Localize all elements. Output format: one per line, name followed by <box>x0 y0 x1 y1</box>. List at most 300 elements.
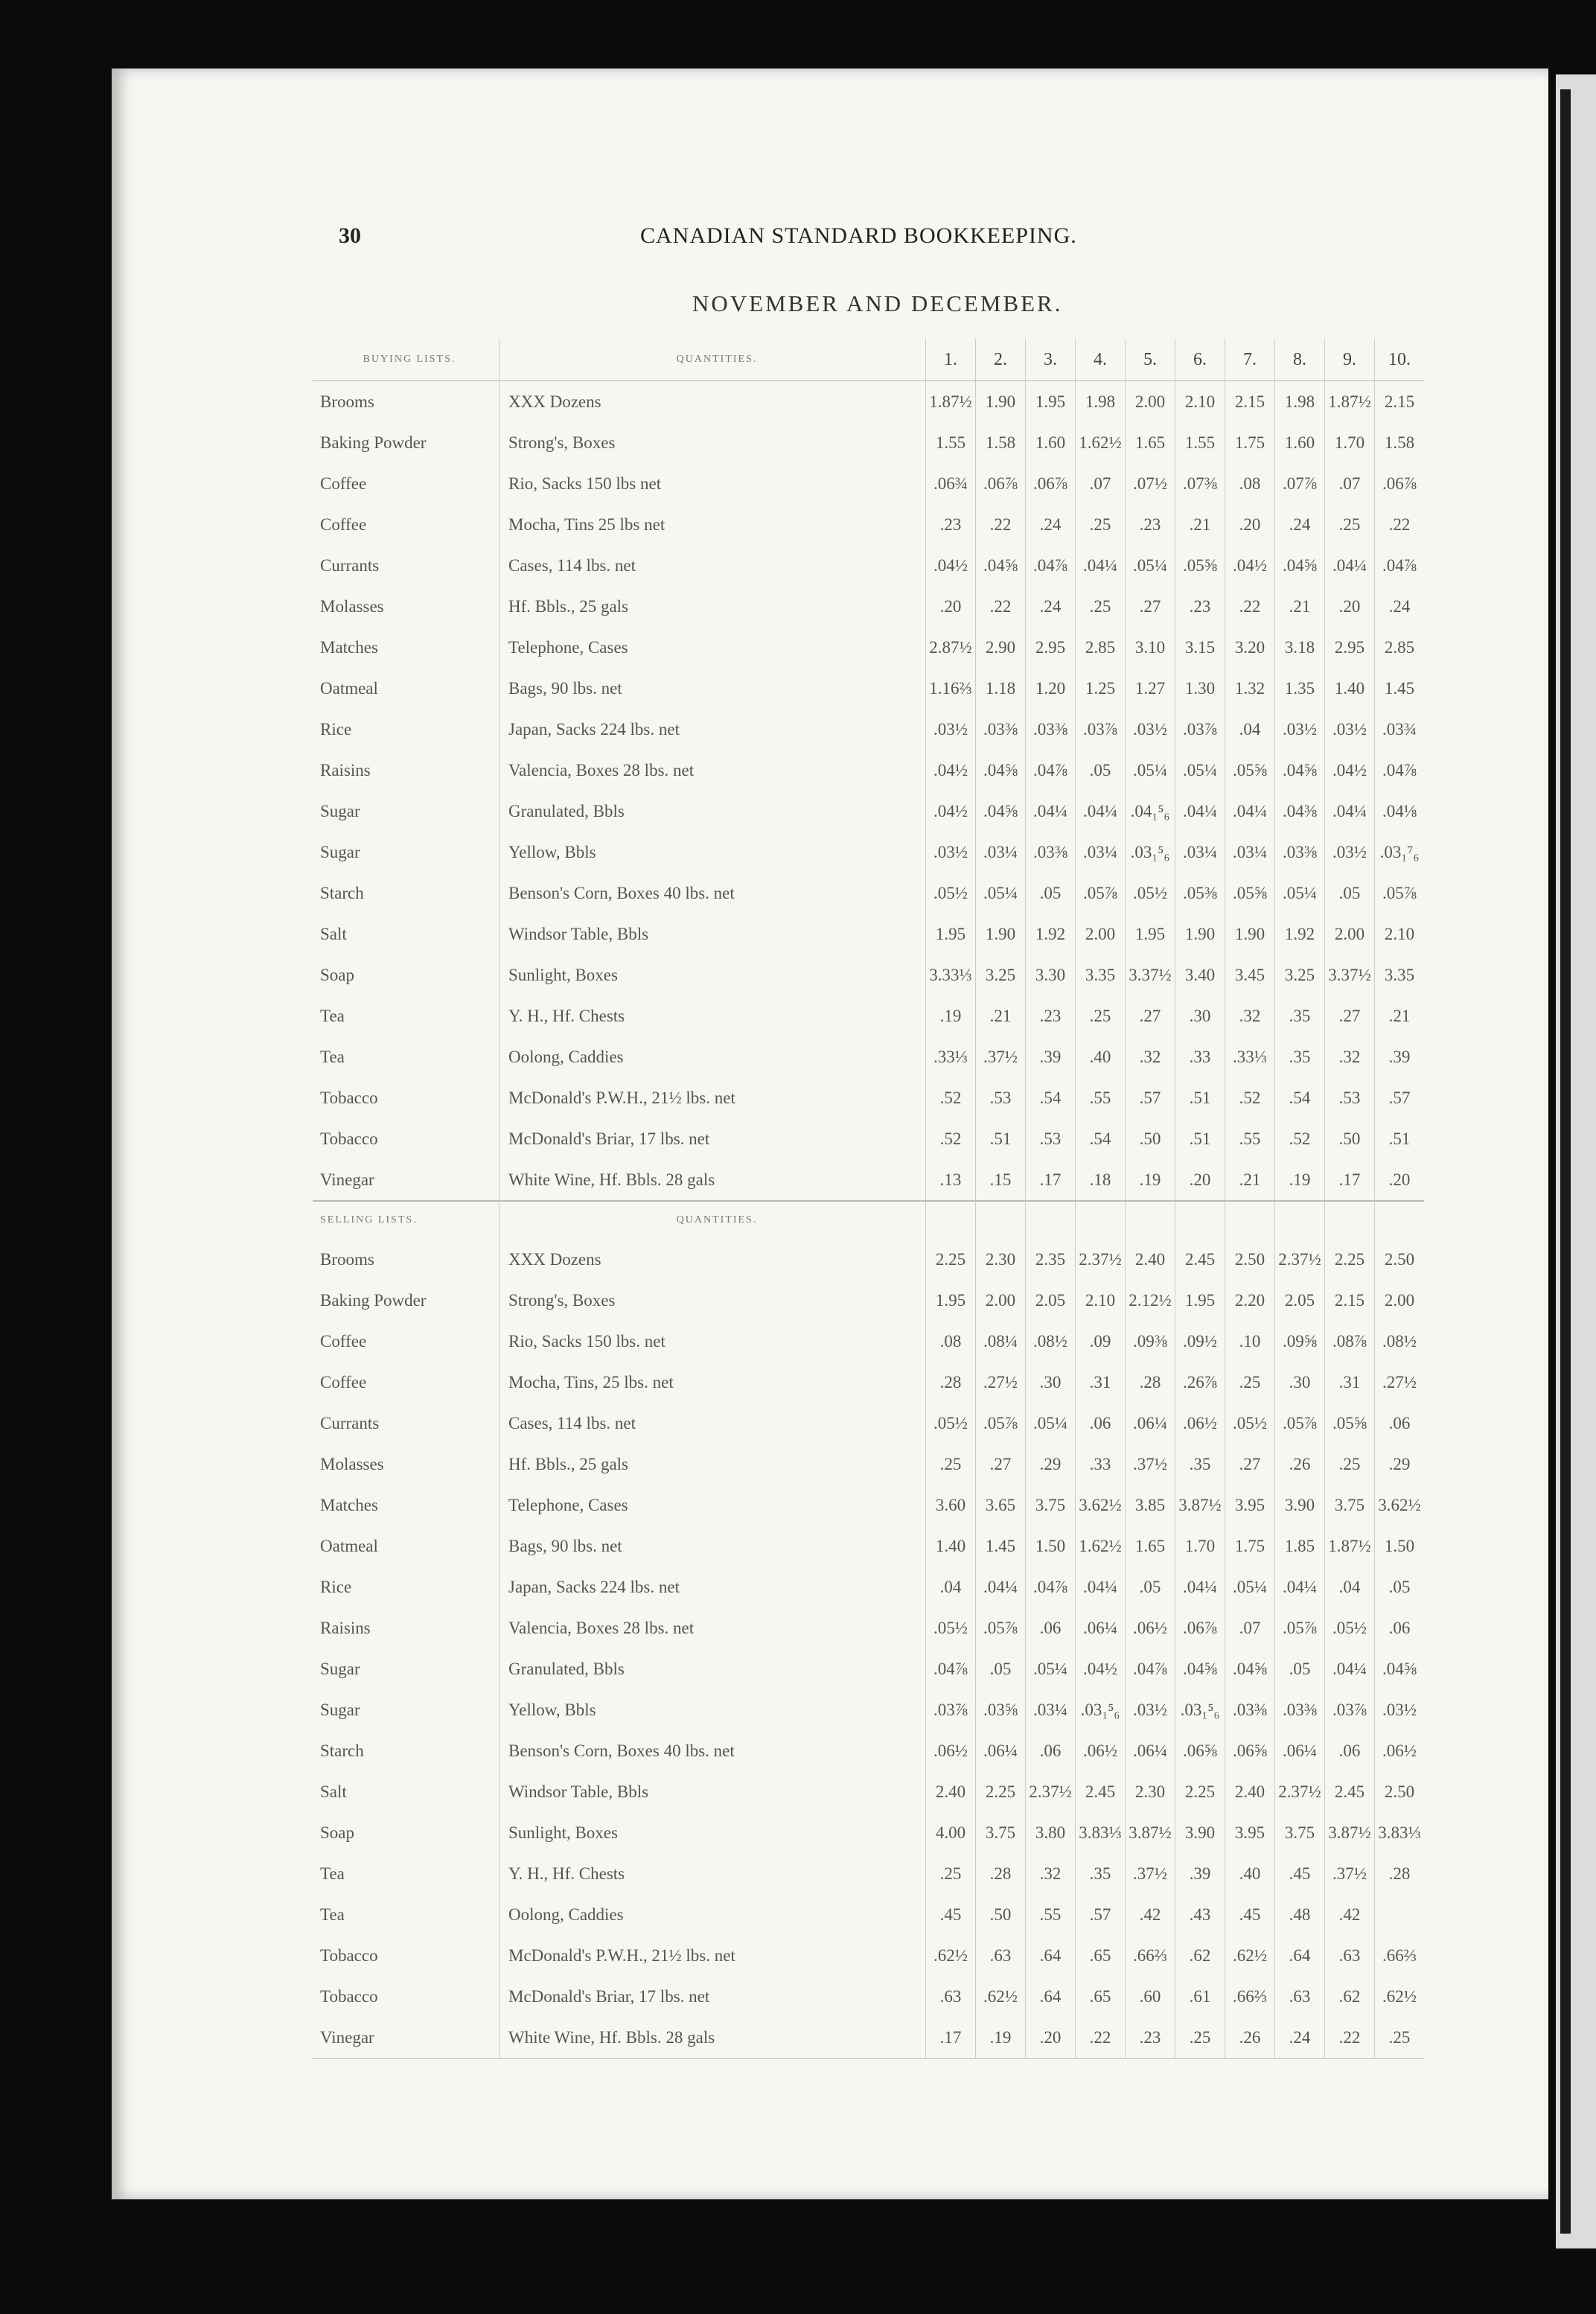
price-cell: .04¼ <box>1175 791 1225 832</box>
col-heading: 1. <box>926 339 976 381</box>
price-cell: 3.35 <box>1076 954 1126 995</box>
price-cell: 2.37½ <box>1076 1239 1126 1280</box>
price-cell: .05¼ <box>976 873 1026 914</box>
price-cell: .55 <box>1225 1118 1275 1159</box>
price-cell: .09½ <box>1175 1321 1225 1362</box>
price-cell: 1.85 <box>1275 1526 1325 1566</box>
price-cell: .03⅜ <box>1275 1689 1325 1730</box>
selling-header-row <box>313 1201 1424 1239</box>
price-cell: 3.25 <box>1275 954 1325 995</box>
price-cell: .03½ <box>1126 709 1175 750</box>
price-cell: .03½ <box>1275 709 1325 750</box>
price-cell: .64 <box>1026 1935 1076 1976</box>
price-cell: 3.37½ <box>1325 954 1375 995</box>
selling-row <box>313 1239 1424 1280</box>
price-cell: .63 <box>926 1976 976 2017</box>
price-cell: .25 <box>1325 504 1375 545</box>
price-cell: .05½ <box>1325 1607 1375 1648</box>
quantity-description: Rio, Sacks 150 lbs. net <box>499 1321 926 1362</box>
buying-row <box>313 668 1424 709</box>
quantity-description: Windsor Table, Bbls <box>499 1771 926 1812</box>
price-cell: 4.00 <box>926 1812 976 1853</box>
price-cell: .03⅜ <box>1026 832 1076 873</box>
price-cell: .51 <box>1175 1118 1225 1159</box>
selling-row <box>313 1976 1424 2017</box>
item-name: Vinegar <box>313 1159 499 1201</box>
price-cell: .05⅝ <box>1225 873 1275 914</box>
price-cell: .06½ <box>1076 1730 1126 1771</box>
quantity-description: McDonald's P.W.H., 21½ lbs. net <box>499 1077 926 1118</box>
price-cell: .22 <box>976 504 1026 545</box>
price-cell: .03½ <box>1325 832 1375 873</box>
selling-row <box>313 1566 1424 1607</box>
price-cell: .08½ <box>1026 1321 1076 1362</box>
price-cell: .04¼ <box>1225 791 1275 832</box>
price-cell: 1.58 <box>1375 422 1425 463</box>
price-cell: .04⅜ <box>1275 791 1325 832</box>
item-name: Vinegar <box>313 2017 499 2059</box>
price-cell: .23 <box>1026 995 1076 1036</box>
selling-row <box>313 1730 1424 1771</box>
buying-list-body <box>313 381 1424 1202</box>
price-cell: .04½ <box>1225 545 1275 586</box>
price-cell: 3.40 <box>1175 954 1225 995</box>
price-cell: .24 <box>1275 2017 1325 2059</box>
price-cell: .06 <box>1375 1607 1425 1648</box>
price-cell: .06½ <box>1375 1730 1425 1771</box>
price-cell: 1.87½ <box>926 381 976 423</box>
price-cell: 2.15 <box>1375 381 1425 423</box>
price-cell: .26⅞ <box>1175 1362 1225 1403</box>
quantity-description: Granulated, Bbls <box>499 1648 926 1689</box>
price-cell: .19 <box>1126 1159 1175 1201</box>
price-cell: .07 <box>1225 1607 1275 1648</box>
price-cell: 2.45 <box>1076 1771 1126 1812</box>
price-cell: .04⅞ <box>1375 545 1425 586</box>
item-name: Molasses <box>320 596 384 616</box>
item-name: Brooms <box>320 1249 374 1269</box>
price-cell: .03⅜ <box>1026 709 1076 750</box>
item-name: Currants <box>320 555 380 575</box>
price-cell: 1.20 <box>1026 668 1076 709</box>
price-cell: .13 <box>926 1159 976 1201</box>
page-number: 30 <box>339 223 361 248</box>
quantity-description: Valencia, Boxes 28 lbs. net <box>499 750 926 791</box>
price-cell: 3.90 <box>1275 1485 1325 1526</box>
price-cell: 3.62½ <box>1375 1485 1425 1526</box>
price-cell: .04½ <box>926 791 976 832</box>
quantity-description: Hf. Bbls., 25 gals <box>499 586 926 627</box>
price-cell: .05⅞ <box>1275 1403 1325 1444</box>
price-cell: 3.83⅓ <box>1076 1812 1126 1853</box>
price-cell: .62 <box>1325 1976 1375 2017</box>
price-cell: .05¼ <box>1126 545 1175 586</box>
price-cell: .05¼ <box>1026 1403 1076 1444</box>
col-heading: 8. <box>1275 339 1325 381</box>
price-cell: .05⅝ <box>1175 545 1225 586</box>
running-head: CANADIAN STANDARD BOOKKEEPING. <box>640 223 1077 248</box>
buying-row <box>313 750 1424 791</box>
price-cell: .28 <box>926 1362 976 1403</box>
price-cell: 3.25 <box>976 954 1026 995</box>
buying-row <box>313 381 1424 423</box>
item-name: Tobacco <box>320 1945 378 1965</box>
price-cell: .03¼ <box>976 832 1026 873</box>
price-cell: .24 <box>1275 504 1325 545</box>
price-cell: .20 <box>1375 1159 1425 1201</box>
buying-row <box>313 463 1424 504</box>
price-cell: 2.25 <box>976 1771 1026 1812</box>
quantity-description: Strong's, Boxes <box>499 1280 926 1321</box>
price-cell: 1.25 <box>1076 668 1126 709</box>
price-cell: .25 <box>1076 995 1126 1036</box>
price-cell: 2.50 <box>1225 1239 1275 1280</box>
price-cell: .04⅝ <box>1225 1648 1275 1689</box>
price-cell: .04⅝ <box>1175 1648 1225 1689</box>
price-cell: .04⅛ <box>1375 791 1425 832</box>
quantity-description: McDonald's P.W.H., 21½ lbs. net <box>499 1935 926 1976</box>
price-cell: .05 <box>1076 750 1126 791</box>
price-cell: .05 <box>1126 1566 1175 1607</box>
price-cell: .05¼ <box>1275 873 1325 914</box>
buying-row <box>313 832 1424 873</box>
price-cell: 1.40 <box>1325 668 1375 709</box>
price-cell: .08⅞ <box>1325 1321 1375 1362</box>
price-cell: .06¼ <box>1126 1403 1175 1444</box>
selling-row <box>313 1771 1424 1812</box>
selling-row <box>313 1894 1424 1935</box>
price-cell: .06 <box>1026 1730 1076 1771</box>
price-cell: 1.90 <box>1175 914 1225 954</box>
price-cell: .25 <box>1325 1444 1375 1485</box>
price-cell: .10 <box>1225 1321 1275 1362</box>
price-cell: .54 <box>1275 1077 1325 1118</box>
price-cell: .52 <box>926 1118 976 1159</box>
price-cell: 3.87½ <box>1325 1812 1375 1853</box>
quantity-description: White Wine, Hf. Bbls. 28 gals <box>499 2017 926 2059</box>
price-cell: .04½ <box>926 545 976 586</box>
price-cell: .04½ <box>1076 1648 1126 1689</box>
price-cell: 1.50 <box>1375 1526 1425 1566</box>
price-cell: .05¼ <box>1175 750 1225 791</box>
price-cell: .03½ <box>926 832 976 873</box>
price-cell: 2.15 <box>1225 381 1275 423</box>
selling-lists-heading: SELLING LISTS. <box>313 1201 499 1239</box>
price-cell: .06⅝ <box>1225 1730 1275 1771</box>
price-cell: 3.80 <box>1026 1812 1076 1853</box>
price-cell: 2.50 <box>1375 1771 1425 1812</box>
price-cell: .45 <box>926 1894 976 1935</box>
price-cell: .05½ <box>926 1607 976 1648</box>
quantity-description: Windsor Table, Bbls <box>499 914 926 954</box>
price-cell: 3.18 <box>1275 627 1325 668</box>
price-cell: .23 <box>926 504 976 545</box>
price-cell: 1.98 <box>1076 381 1126 423</box>
price-cell: .20 <box>926 586 976 627</box>
item-name: Tobacco <box>320 1129 378 1148</box>
price-cell: .03½ <box>926 709 976 750</box>
price-cell: .06 <box>1325 1730 1375 1771</box>
price-cell: .65 <box>1076 1935 1126 1976</box>
price-cell: 3.85 <box>1126 1485 1175 1526</box>
buying-row <box>313 914 1424 954</box>
price-cell: .45 <box>1225 1894 1275 1935</box>
price-cell: .22 <box>1076 2017 1126 2059</box>
price-cell: 2.00 <box>1375 1280 1425 1321</box>
quantity-description: Hf. Bbls., 25 gals <box>499 1444 926 1485</box>
price-cell: .33⅓ <box>926 1036 976 1077</box>
price-cell: 2.45 <box>1325 1771 1375 1812</box>
price-cell: .17 <box>926 2017 976 2059</box>
price-cell: .65 <box>1076 1976 1126 2017</box>
quantity-description: Bags, 90 lbs. net <box>499 1526 926 1566</box>
price-cell: .32 <box>1126 1036 1175 1077</box>
price-cell: .51 <box>1375 1118 1425 1159</box>
price-cell: .19 <box>976 2017 1026 2059</box>
item-name: Raisins <box>320 1618 371 1637</box>
price-cell: .35 <box>1175 1444 1225 1485</box>
price-cell: .07 <box>1325 463 1375 504</box>
price-cell: 1.70 <box>1175 1526 1225 1566</box>
quantity-description: Y. H., Hf. Chests <box>499 1853 926 1894</box>
price-cell: 2.37½ <box>1275 1239 1325 1280</box>
price-cell: 2.05 <box>1275 1280 1325 1321</box>
price-cell: .23 <box>1126 2017 1175 2059</box>
price-cell: .04¼ <box>976 1566 1026 1607</box>
price-cell: .48 <box>1275 1894 1325 1935</box>
price-cell: .64 <box>1275 1935 1325 1976</box>
price-cell: .25 <box>1175 2017 1225 2059</box>
price-cell: .22 <box>976 586 1026 627</box>
selling-row <box>313 1812 1424 1853</box>
item-name: Coffee <box>320 514 367 534</box>
price-cell: .09 <box>1076 1321 1126 1362</box>
price-cell: .05⅞ <box>976 1607 1026 1648</box>
col-heading: 7. <box>1225 339 1275 381</box>
item-name: Oatmeal <box>320 1536 378 1555</box>
price-cell: .15 <box>976 1159 1026 1201</box>
price-cell: .04⅞ <box>1375 750 1425 791</box>
price-cell: .33 <box>1076 1444 1126 1485</box>
price-cell: 2.00 <box>976 1280 1026 1321</box>
price-cell: .55 <box>1026 1894 1076 1935</box>
price-cell: 1.45 <box>976 1526 1026 1566</box>
price-cell <box>1375 1894 1425 1935</box>
price-cell: .37½ <box>1325 1853 1375 1894</box>
price-cell: .21 <box>1275 586 1325 627</box>
price-cell: .63 <box>1275 1976 1325 2017</box>
price-cell: .03₁⁷₆ <box>1375 832 1425 873</box>
price-cell: 1.95 <box>1026 381 1076 423</box>
price-cell: .27 <box>1126 586 1175 627</box>
quantity-description: Yellow, Bbls <box>499 832 926 873</box>
price-cell: .21 <box>976 995 1026 1036</box>
price-cell: .05⅝ <box>1225 750 1275 791</box>
item-name: Raisins <box>320 760 371 780</box>
price-cell: .08½ <box>1375 1321 1425 1362</box>
buying-row <box>313 545 1424 586</box>
price-cell: .03₁⁵₆ <box>1126 832 1175 873</box>
price-cell: .04⅞ <box>1026 545 1076 586</box>
selling-row <box>313 1403 1424 1444</box>
price-cell: 1.95 <box>1175 1280 1225 1321</box>
price-cell: .63 <box>1325 1935 1375 1976</box>
selling-quantities-heading: QUANTITIES. <box>499 1201 926 1239</box>
price-cell: .27 <box>1225 1444 1275 1485</box>
quantity-description: XXX Dozens <box>499 1239 926 1280</box>
price-cell: 2.40 <box>926 1771 976 1812</box>
price-cell: .03⅜ <box>1225 1689 1275 1730</box>
price-cell: .27½ <box>1375 1362 1425 1403</box>
quantity-description: Japan, Sacks 224 lbs. net <box>499 1566 926 1607</box>
item-name: Sugar <box>320 1659 360 1678</box>
price-cell: .09⅜ <box>1126 1321 1175 1362</box>
price-cell: 1.60 <box>1275 422 1325 463</box>
price-cell: .03⅞ <box>1325 1689 1375 1730</box>
price-cell: .30 <box>1175 995 1225 1036</box>
price-cell: .22 <box>1375 504 1425 545</box>
price-cell: .39 <box>1175 1853 1225 1894</box>
price-cell: .04⅝ <box>1375 1648 1425 1689</box>
quantity-description: Cases, 114 lbs. net <box>499 1403 926 1444</box>
price-cell: .17 <box>1325 1159 1375 1201</box>
selling-row <box>313 1526 1424 1566</box>
price-cell: .35 <box>1076 1853 1126 1894</box>
price-cell: 1.92 <box>1026 914 1076 954</box>
price-cell: .05 <box>1275 1648 1325 1689</box>
buying-row <box>313 1036 1424 1077</box>
quantity-description: Telephone, Cases <box>499 1485 926 1526</box>
price-cell: .03½ <box>1375 1689 1425 1730</box>
price-cell: .06⅞ <box>1375 463 1425 504</box>
section-title: NOVEMBER AND DECEMBER. <box>692 290 1063 316</box>
quantity-description: McDonald's Briar, 17 lbs. net <box>499 1976 926 2017</box>
item-name: Coffee <box>320 1331 367 1351</box>
price-cell: .18 <box>1076 1159 1126 1201</box>
price-cell: .04⅝ <box>1275 545 1325 586</box>
item-name: Tobacco <box>320 1986 378 2006</box>
price-cell: 1.92 <box>1275 914 1325 954</box>
buying-row <box>313 1118 1424 1159</box>
price-cell: .52 <box>1275 1118 1325 1159</box>
price-cell: .25 <box>1076 504 1126 545</box>
price-cell: .05¼ <box>1026 1648 1076 1689</box>
price-cell: 2.25 <box>1175 1771 1225 1812</box>
price-cell: .07½ <box>1126 463 1175 504</box>
price-cell: .53 <box>1026 1118 1076 1159</box>
quantity-description: Mocha, Tins, 25 lbs. net <box>499 1362 926 1403</box>
price-cell: .53 <box>976 1077 1026 1118</box>
selling-header-body <box>313 1201 1424 1239</box>
price-cell: .04¼ <box>1325 791 1375 832</box>
price-cell: .50 <box>1126 1118 1175 1159</box>
item-name: Sugar <box>320 801 360 820</box>
price-cell: 1.30 <box>1175 668 1225 709</box>
quantity-description: Yellow, Bbls <box>499 1689 926 1730</box>
buying-row <box>313 873 1424 914</box>
price-cell: .03⅜ <box>1275 832 1325 873</box>
price-cell: 1.90 <box>1225 914 1275 954</box>
price-cell: .03⅜ <box>976 709 1026 750</box>
price-cell: 1.40 <box>926 1526 976 1566</box>
price-cell: .23 <box>1175 586 1225 627</box>
price-cell: .57 <box>1126 1077 1175 1118</box>
price-cell: .27 <box>1325 995 1375 1036</box>
price-cell: 2.20 <box>1225 1280 1275 1321</box>
price-cell: 1.27 <box>1126 668 1175 709</box>
price-cell: 2.30 <box>1126 1771 1175 1812</box>
quantity-description: Japan, Sacks 224 lbs. net <box>499 709 926 750</box>
price-cell: .39 <box>1026 1036 1076 1077</box>
buying-row <box>313 791 1424 832</box>
price-cell: .04⅝ <box>1275 750 1325 791</box>
price-cell: .20 <box>1175 1159 1225 1201</box>
price-cell: .05⅝ <box>1325 1403 1375 1444</box>
selling-row <box>313 1648 1424 1689</box>
price-cell: .57 <box>1076 1894 1126 1935</box>
price-cell: 2.25 <box>926 1239 976 1280</box>
price-cell: 1.95 <box>926 914 976 954</box>
price-cell: .51 <box>1175 1077 1225 1118</box>
price-cell: .07⅞ <box>1275 463 1325 504</box>
price-cell: .66⅔ <box>1225 1976 1275 2017</box>
price-cell: .07 <box>1076 463 1126 504</box>
selling-row <box>313 1607 1424 1648</box>
price-cell: .62½ <box>976 1976 1026 2017</box>
price-cell: .03₁⁵₆ <box>1076 1689 1126 1730</box>
price-cell: 3.83⅓ <box>1375 1812 1425 1853</box>
price-cell: .03¼ <box>1026 1689 1076 1730</box>
col-heading: 9. <box>1325 339 1375 381</box>
price-cell: 3.75 <box>1275 1812 1325 1853</box>
price-cell: 3.95 <box>1225 1812 1275 1853</box>
price-cell: 1.50 <box>1026 1526 1076 1566</box>
price-cell: .04¼ <box>1076 545 1126 586</box>
quantity-description: White Wine, Hf. Bbls. 28 gals <box>499 1159 926 1201</box>
price-cell: .05½ <box>1225 1403 1275 1444</box>
price-cell: .07⅜ <box>1175 463 1225 504</box>
item-name: Soap <box>320 1823 354 1842</box>
price-cell: 3.75 <box>1026 1485 1076 1526</box>
price-cell: .28 <box>1126 1362 1175 1403</box>
price-cell: .06¼ <box>1126 1730 1175 1771</box>
price-cell: 1.60 <box>1026 422 1076 463</box>
price-cell: .04⅝ <box>976 791 1026 832</box>
price-cell: .06 <box>1375 1403 1425 1444</box>
price-cell: .06¼ <box>1275 1730 1325 1771</box>
item-name: Rice <box>320 1577 352 1596</box>
price-cell: 1.98 <box>1275 381 1325 423</box>
item-name: Coffee <box>320 474 367 493</box>
price-cell: .04⅝ <box>976 545 1026 586</box>
price-cell: 2.87½ <box>926 627 976 668</box>
price-cell: .52 <box>926 1077 976 1118</box>
selling-row <box>313 1689 1424 1730</box>
price-cell: .60 <box>1126 1976 1175 2017</box>
price-cell: .03⅞ <box>1076 709 1126 750</box>
buying-row <box>313 709 1424 750</box>
price-cell: 3.10 <box>1126 627 1175 668</box>
quantity-description: McDonald's Briar, 17 lbs. net <box>499 1118 926 1159</box>
price-cell: 2.15 <box>1325 1280 1375 1321</box>
price-cell: 2.95 <box>1026 627 1076 668</box>
quantity-description: Sunlight, Boxes <box>499 954 926 995</box>
price-cell: .04¼ <box>1026 791 1076 832</box>
price-cell: .08 <box>926 1321 976 1362</box>
price-cell: .40 <box>1225 1853 1275 1894</box>
price-cell: .26 <box>1275 1444 1325 1485</box>
quantity-description: XXX Dozens <box>499 381 926 423</box>
